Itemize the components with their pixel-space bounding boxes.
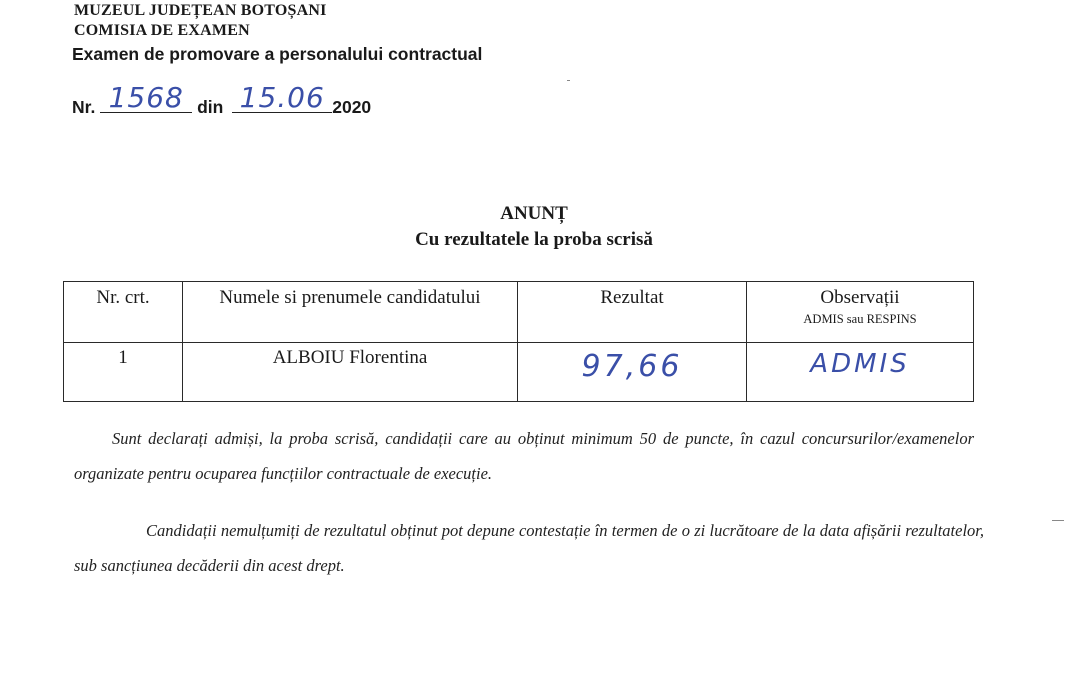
nr-field [100, 81, 192, 114]
header-nr: Nr. crt. [64, 282, 183, 343]
din-label: din [197, 97, 224, 117]
date-field [232, 81, 332, 114]
table-row [64, 343, 974, 402]
notice-title: ANUNȚ [500, 203, 568, 224]
cell-result [518, 343, 747, 402]
date-handwritten-value: 15.06 [239, 81, 325, 114]
nr-handwritten-value: 1568 [108, 81, 184, 114]
appeal-paragraph: Candidații nemulțumiți de rezultatul obținut pot depune contestație în termen de o zi lucrătoare de la data afișării rezultatelor, sub sancțiunea decăderii din acest drept. [74, 521, 984, 575]
notice-subtitle: Cu rezultatele la proba scrisă [415, 229, 653, 250]
scan-speck [1052, 520, 1064, 521]
cell-name: ALBOIU Florentina [183, 343, 518, 402]
observation-handwritten-value: ADMIS [810, 349, 910, 379]
header-obs-sublabel: ADMIS sau RESPINS [803, 312, 917, 326]
year-label: 2020 [332, 97, 372, 117]
header-result: Rezultat [518, 282, 747, 343]
nr-label: Nr. [72, 97, 96, 117]
header-name: Numele si prenumele candidatului [183, 282, 518, 343]
reference-line [72, 81, 372, 118]
cell-observation [747, 343, 974, 402]
header-obs-label: Observații [820, 287, 900, 308]
cell-nr: 1 [64, 343, 183, 402]
institution-name: MUZEUL JUDEȚEAN BOTOȘANI [74, 2, 327, 19]
commission-name: COMISIA DE EXAMEN [74, 22, 250, 39]
result-handwritten-value: 97,66 [581, 349, 683, 384]
admission-paragraph: Sunt declarați admiși, la proba scrisă, candidații care au obținut minimum 50 de puncte, în cazul concursurilor/examenelor organizate pentru ocuparea funcțiilor contractuale de execuție. [74, 429, 974, 483]
exam-title: Examen de promovare a personalului contractual [72, 44, 483, 64]
scan-speck [567, 80, 570, 81]
results-table [63, 281, 974, 402]
header-observations [747, 282, 974, 343]
table-header-row [64, 282, 974, 343]
